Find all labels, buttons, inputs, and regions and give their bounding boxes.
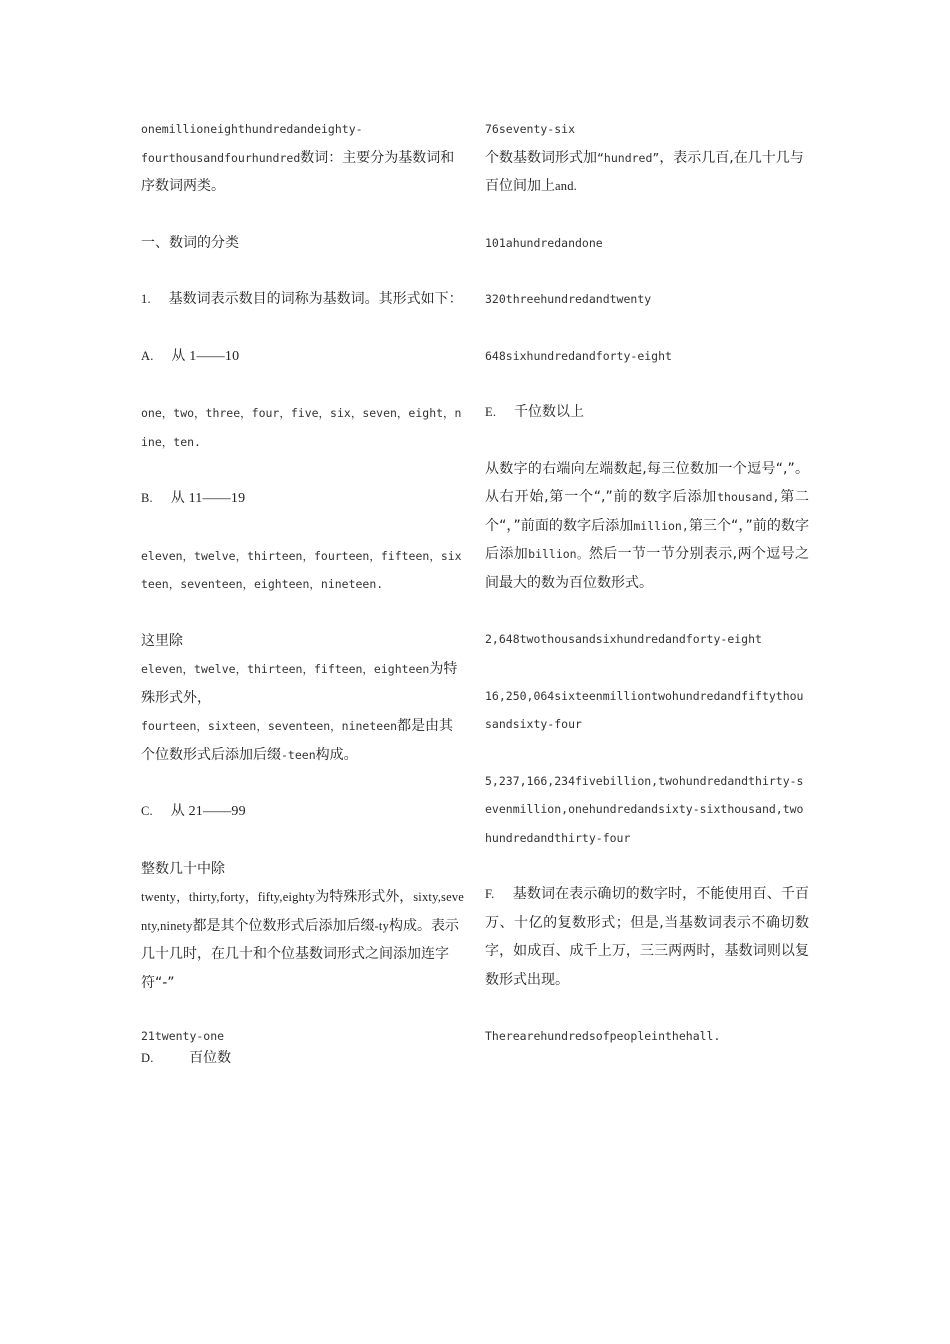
section-title: 一、数词的分类: [141, 234, 239, 251]
rest-suffix: -teen: [281, 747, 316, 762]
b-list: eleven，twelve，thirteen，fourteen，fifteen，sixteen，seventeen，eighteen，nineteen.: [141, 548, 462, 591]
example-16m: 16,250,064sixteenmilliontwohundredandfiftythousandsixty-four: [485, 688, 804, 731]
example-hall: Therearehundredsofpeopleinthehall.: [485, 1029, 721, 1043]
intro-paragraph: [141, 115, 465, 201]
item1-paragraph: [141, 285, 465, 314]
except-mid: 为特殊形式外，: [141, 661, 458, 706]
b-text: 从 11——19: [170, 491, 246, 506]
comma-text-2: 第二个“，”前面的数字后添加: [485, 489, 810, 534]
heading-d: [141, 1047, 465, 1069]
a-text: 从 1——10: [171, 348, 240, 364]
d-label: D.: [141, 1051, 154, 1065]
rest-text-1: 都是由其个位数形式后添加后缀: [141, 718, 454, 763]
b-label: B.: [141, 491, 153, 505]
tens-suffix: -ty: [374, 918, 390, 933]
right-column: [485, 115, 809, 1051]
left-column: [141, 115, 465, 1069]
heading-b: [141, 484, 465, 514]
item1-text: 基数词表示数目的词称为基数词。其形式如下：: [168, 291, 463, 307]
a-list: one，two，three，four，five，six，seven，eight，nine，ten.: [141, 406, 462, 449]
example-5b: 5,237,166,234fivebillion,twohundredandthirty-sevenmillion,onehundredandsixty-sixthousand,twohundredandthirty-four: [485, 773, 804, 845]
intro-line2-cn: 数词：主要分为基数词和序数词两类。: [141, 149, 455, 194]
comma-billion: billion。: [528, 547, 589, 561]
comma-million: million,: [633, 518, 689, 533]
example-2648: 2,648twothousandsixhundredandforty-eight: [485, 632, 762, 646]
tens-text-2: 构成。表示几十几时，在几十和个位基数词形式之间添加连字符“-”: [141, 917, 460, 991]
e-text: 千位数以上: [513, 404, 584, 420]
hundreds-text-2: ，表示几百,在几十几与百位间加上: [485, 149, 804, 194]
f-text: 基数词在表示确切的数字时，不能使用百、千百万、十亿的复数形式；但是,当基数词表示不确切数字，如成百、成千上万，三三两两时，基数词则以复数形式出现。: [485, 886, 810, 988]
heading-c: [141, 797, 465, 827]
example-320: 320threehundredandtwenty: [485, 292, 652, 306]
comma-paragraph: [485, 455, 809, 598]
tens-paragraph: [141, 855, 465, 998]
c-text: 从 21——99: [170, 804, 246, 819]
intro-line2-en: fourthousandfourhundred: [141, 150, 301, 165]
tens-mid: 为特殊形式外，: [315, 889, 414, 905]
comma-thousand: thousand,: [717, 490, 780, 504]
except-intro: 这里除: [141, 632, 183, 649]
f-label: F.: [485, 887, 495, 901]
d-text: 百位数: [189, 1050, 232, 1066]
rest-text-2: 构成。: [315, 746, 358, 763]
rest-words: fourteen，sixteen，seventeen，nineteen: [141, 719, 398, 733]
tens-intro: 整数几十中除: [141, 860, 225, 877]
comma-text-1: 从数字的右端向左端数起,每三位数加一个逗号“,”。从右开始,第一个“,”前的数字后添加: [485, 460, 809, 505]
item1-label: 1.: [141, 292, 151, 306]
a-label: A.: [141, 348, 154, 363]
tens-words: twenty，thirty,forty，fifty,eighty: [141, 890, 316, 904]
heading-e: [485, 398, 809, 427]
tens-words2: sixty,seventy,ninety: [141, 890, 465, 933]
example-76: 76seventy-six: [485, 122, 576, 136]
comma-text-4: 然后一节一节分别表示,两个逗号之间最大的数为百位数形式。: [485, 546, 810, 591]
heading-a: [141, 342, 465, 372]
example-648: 648sixhundredandforty-eight: [485, 348, 672, 363]
hundreds-and: and.: [555, 179, 577, 193]
c-label: C.: [141, 804, 153, 818]
hundreds-paragraph: [485, 115, 809, 201]
except-words: eleven，twelve，thirteen，fifteen，eighteen: [141, 662, 430, 676]
hundreds-text-1: 个数基数词形式加: [485, 149, 597, 166]
e-label: E.: [485, 405, 497, 419]
hundreds-word: “hundred”: [597, 150, 660, 165]
example-101: 101ahundredandone: [485, 235, 603, 250]
comma-text-3: 第三个“，”前的数字后添加: [485, 517, 809, 562]
tens-text-1: 都是其个位数形式后添加后缀: [192, 917, 375, 934]
example-21: 21twenty-one: [141, 1029, 225, 1043]
except-paragraph: [141, 627, 465, 770]
f-paragraph: [485, 880, 809, 994]
intro-line1: onemillioneighthundredandeighty-: [141, 122, 363, 136]
